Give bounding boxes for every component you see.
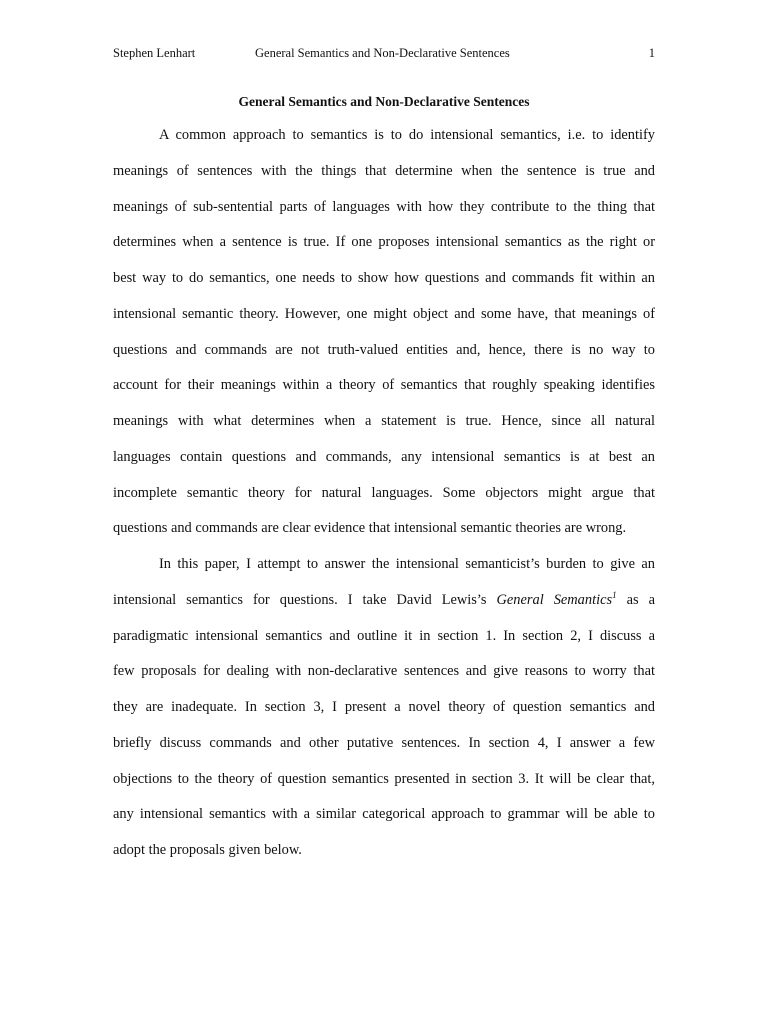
paragraph-1	[113, 118, 655, 547]
text-line: few proposals for dealing with non-declarative sentences and give reasons to worry that	[113, 663, 655, 680]
text-line: they are inadequate. In section 3, I present a novel theory of question semantics and	[113, 699, 655, 715]
page-number: 1	[648, 46, 655, 60]
text-line: briefly discuss commands and other putative sentences. In section 4, I answer a few	[113, 734, 655, 751]
text-line: intensional semantic theory. However, one might object and some have, that meanings of	[113, 305, 655, 322]
header-author: Stephen Lenhart	[113, 46, 196, 60]
text-span: as a	[616, 591, 655, 608]
document-title: General Semantics and Non-Declarative Sentences	[238, 94, 530, 109]
text-line: adopt the proposals given below.	[113, 842, 302, 858]
document-body	[113, 118, 655, 869]
text-line: any intensional semantics with a similar categorical approach to grammar will be able to	[113, 806, 655, 823]
text-line	[113, 583, 655, 619]
header-title: General Semantics and Non-Declarative Sentences	[255, 46, 510, 60]
text-span: intensional semantics for questions. I take David Lewis’s	[113, 591, 497, 608]
text-line: questions and commands are clear evidence that intensional semantic theories are wrong.	[113, 520, 627, 537]
running-header	[113, 46, 655, 62]
text-line: A common approach to semantics is to do intensional semantics, i.e. to identify	[159, 127, 655, 143]
text-line: meanings of sub-sentential parts of languages with how they contribute to the thing that	[113, 198, 655, 215]
text-line: meanings with what determines when a statement is true. Hence, since all natural	[113, 413, 655, 429]
paragraph-2	[113, 547, 655, 869]
text-line: In this paper, I attempt to answer the intensional semanticist’s burden to give an	[159, 556, 655, 572]
text-line: paradigmatic intensional semantics and outline it in section 1. In section 2, I discuss a	[113, 627, 655, 644]
text-line: questions and commands are not truth-valued entities and, hence, there is no way to	[113, 341, 655, 358]
text-line: objections to the theory of question semantics presented in section 3. It will be clear that,	[113, 770, 655, 787]
text-line: languages contain questions and commands, any intensional semantics is at best an	[113, 448, 655, 465]
text-line: account for their meanings within a theory of semantics that roughly speaking identifies	[113, 377, 655, 394]
cited-work-title: General Semantics	[496, 591, 613, 608]
text-line: meanings of sentences with the things that determine when the sentence is true and	[113, 162, 655, 179]
text-line: determines when a sentence is true. If one proposes intensional semantics as the right or	[113, 234, 655, 251]
text-line: best way to do semantics, one needs to show how questions and commands fit within an	[113, 270, 655, 286]
text-line: incomplete semantic theory for natural languages. Some objectors might argue that	[113, 484, 655, 501]
footnote-marker[interactable]: 1	[612, 589, 617, 600]
